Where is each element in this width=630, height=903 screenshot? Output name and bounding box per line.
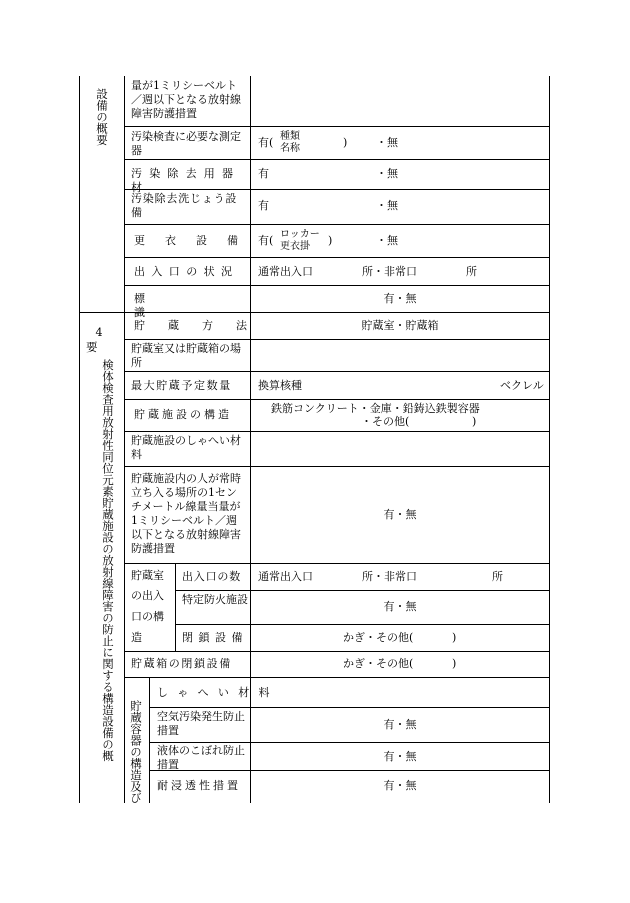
row-line	[124, 224, 550, 225]
door-group-label-4: 造	[131, 631, 142, 644]
entrance-normal-label: 通常出入口	[258, 265, 313, 278]
storage-location-label: 貯蔵室又は貯蔵箱の場所	[131, 342, 241, 369]
door-group-label-2: の出入	[131, 589, 164, 602]
row-line	[124, 563, 550, 564]
door-emergency-label: 所・非常口	[362, 570, 417, 583]
spill-prevention-value: 有・無	[383, 750, 417, 763]
decontam-material-label: 汚染除去用器材	[131, 167, 241, 194]
box-closure-label: 貯蔵箱の閉鎖設備	[131, 657, 232, 670]
row-line	[175, 624, 550, 625]
door-count-unit: 所	[492, 570, 503, 583]
washing-equipment-none: ・無	[376, 199, 398, 212]
contamination-meter-label: 汚染検査に必要な測定器	[131, 130, 241, 157]
washing-equipment-yes: 有	[258, 199, 269, 212]
closure-device-value: かぎ・その他(	[343, 631, 414, 644]
storage-structure-label: 貯蔵施設の構造	[134, 408, 232, 421]
row-line	[124, 431, 550, 432]
closure-device-close: )	[452, 631, 457, 644]
section4-number: 4	[95, 326, 103, 339]
section4-title: 検体検査用放射性同位元素貯蔵施設の放射線障害の防止に関する構造設備の概	[101, 359, 115, 762]
changing-equipment-label: 更衣設備	[134, 234, 258, 247]
changing-equipment-yes: 有(	[258, 234, 274, 247]
contamination-meter-close: )	[343, 136, 348, 149]
shielding-material-label: 貯蔵施設のしゃへい材料	[131, 434, 241, 461]
air-contamination-value: 有・無	[383, 718, 417, 731]
fire-protection-label: 特定防火施設	[182, 593, 248, 606]
max-storage-label: 最大貯蔵予定数量	[131, 379, 232, 392]
row-line	[124, 371, 550, 372]
row-line	[124, 159, 550, 160]
row-line	[124, 466, 550, 467]
contamination-meter-none: ・無	[376, 136, 398, 149]
fire-protection-value: 有・無	[383, 600, 417, 613]
storage-structure-options: 鉄筋コンクリート・金庫・鉛鋳込鉄製容器	[271, 402, 480, 415]
storage-method-label: 貯蔵方法	[134, 319, 270, 332]
closure-device-label: 閉鎖設備	[182, 631, 248, 644]
washing-equipment-label: 汚染除去洗じょう設備	[131, 192, 238, 219]
section4-title-end: 要	[86, 340, 98, 354]
contamination-meter-yes: 有(	[258, 136, 274, 149]
entrance-emergency-label: 所・非常口	[362, 265, 417, 278]
changing-equipment-none: ・無	[376, 234, 398, 247]
row-line	[149, 742, 550, 743]
row-line	[124, 126, 550, 127]
storage-structure-close: )	[472, 415, 477, 428]
container-subgroup-divider	[149, 677, 150, 803]
section3-title: 設備の概要	[95, 88, 109, 146]
changing-equipment-close: )	[328, 234, 333, 247]
decontam-material-yes: 有	[258, 167, 269, 180]
row-line	[124, 257, 550, 258]
door-count-label: 出入口の数	[182, 570, 241, 583]
row-line	[124, 651, 550, 652]
row-line	[124, 677, 550, 678]
dose-protection-value: 有・無	[383, 508, 417, 521]
box-closure-value: かぎ・その他(	[343, 657, 414, 670]
container-group-label: 貯蔵容器の構造及び	[129, 700, 143, 804]
box-closure-close: )	[452, 657, 457, 670]
storage-structure-other: ・その他(	[361, 415, 410, 428]
dose-protection-label: 貯蔵施設内の人が常時立ち入る場所の1センチメートル線量当量が1ミリシーベルト／週以下となる放射線障害防護措置	[131, 472, 241, 555]
radiation-protection-label: 量が1ミリシーベルト／週以下となる放射線障害防護措置	[131, 79, 241, 120]
table-left-border	[79, 76, 80, 803]
label-column-divider	[124, 76, 125, 803]
table-right-border	[549, 76, 550, 803]
row-line	[124, 285, 550, 286]
meter-name-label: 名称	[280, 143, 300, 154]
row-line	[175, 590, 550, 591]
locker-label: ロッカー	[280, 229, 320, 240]
door-normal-label: 通常出入口	[258, 570, 313, 583]
door-group-label-1: 貯蔵室	[131, 569, 164, 582]
entrance-status-label: 出入口の状況	[134, 265, 239, 278]
sign-label: 標識	[134, 292, 231, 319]
air-contamination-label: 空気汚染発生防止措置	[157, 710, 245, 737]
container-shielding-label: しゃへい材料	[157, 686, 279, 699]
impermeability-value: 有・無	[383, 779, 417, 792]
meter-type-label: 種類	[280, 131, 300, 142]
nuclide-label: 換算核種	[258, 379, 302, 392]
impermeability-label: 耐浸透性措置	[157, 779, 241, 792]
row-line	[124, 399, 550, 400]
hanger-label: 更衣掛	[280, 241, 310, 252]
row-line	[124, 339, 550, 340]
becquerel-unit: ベクレル	[500, 379, 544, 392]
door-group-label-3: 口の構	[131, 610, 164, 623]
row-line	[149, 707, 550, 708]
entrance-count-unit: 所	[466, 265, 477, 278]
sign-value: 有・無	[383, 292, 417, 305]
decontam-material-none: ・無	[376, 167, 398, 180]
door-subgroup-divider	[175, 563, 176, 651]
spill-prevention-label: 液体のこぼれ防止措置	[157, 744, 245, 771]
storage-method-value: 貯蔵室・貯蔵箱	[361, 319, 439, 332]
